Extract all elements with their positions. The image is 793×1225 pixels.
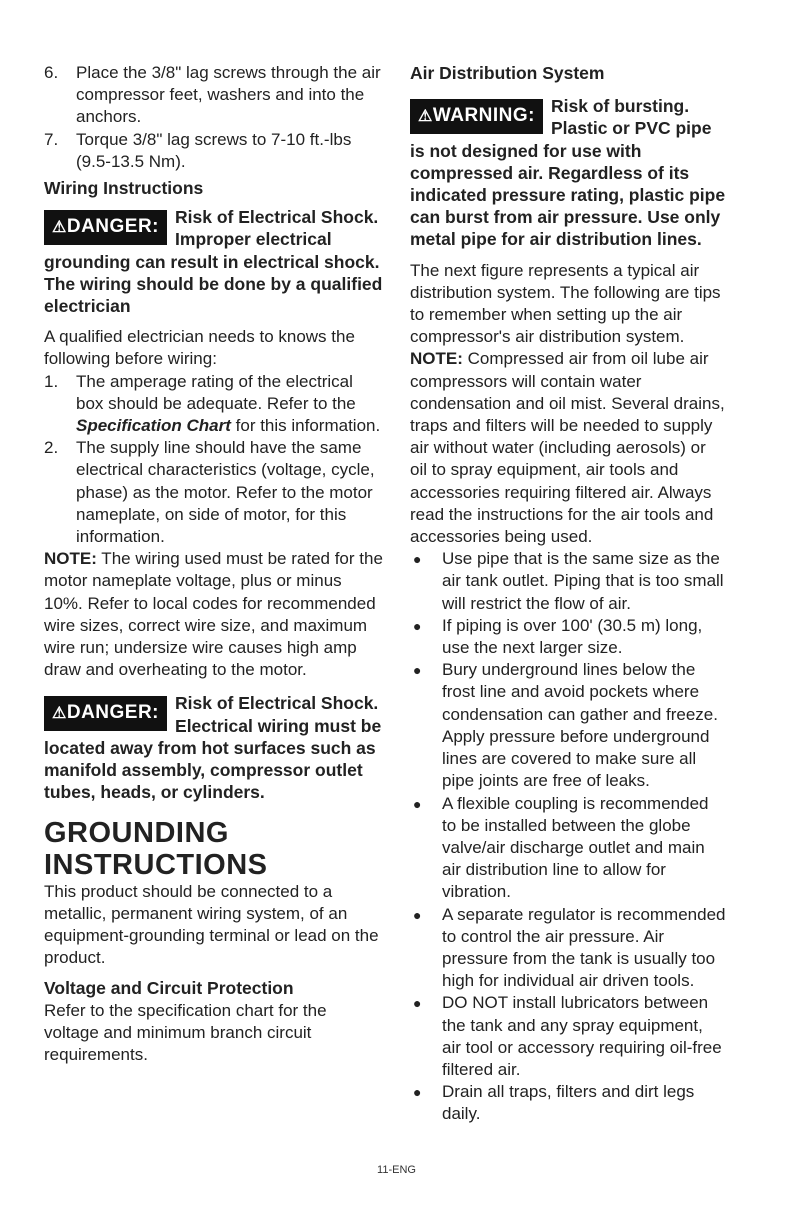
step-6 xyxy=(44,62,384,129)
step-7 xyxy=(44,129,384,173)
bullet-icon: ● xyxy=(413,995,422,1012)
warning-triangle-icon: ⚠ xyxy=(52,705,67,723)
danger-badge: ⚠DANGER: xyxy=(44,696,167,731)
list-item-1 xyxy=(44,371,384,438)
grounding-paragraph: This product should be connected to a metallic, permanent wiring system, of an equipment-grounding terminal or lead on the product. xyxy=(44,881,379,968)
step-number: 6. xyxy=(44,63,59,82)
list-item-2 xyxy=(44,437,384,548)
danger-text: Risk of Electrical Shock. Electrical wiring must be located away from hot surfaces such as manifold assembly, compressor outlet tubes, heads, or cylinders. xyxy=(44,693,382,803)
warning-triangle-icon: ⚠ xyxy=(52,219,67,237)
bullet-icon: ● xyxy=(413,662,422,679)
bullet-icon: ● xyxy=(413,1084,422,1101)
bullet-icon: ● xyxy=(413,906,422,923)
list-text: The amperage rating of the electrical box should be adequate. Refer to the Specification Chart for this information. xyxy=(76,371,381,436)
list-number: 1. xyxy=(44,371,59,391)
step-text: Place the 3/8" lag screws through the air compressor feet, washers and into the anchors. xyxy=(76,63,381,127)
air-intro-paragraph: The next figure represents a typical air distribution system. The following are tips to remember when setting up the air compressor's air distribution system. xyxy=(410,260,721,347)
left-column xyxy=(44,62,384,1066)
intro-paragraph: A qualified electrician needs to knows the following before wiring: xyxy=(44,327,355,369)
air-distribution-heading: Air Distribution System xyxy=(410,63,605,83)
bullet-item: ● A flexible coupling is recommended to be installed between the globe valve/air discharge outlet and main air distribution line to allow for vibration. xyxy=(410,793,726,904)
voltage-heading: Voltage and Circuit Protection xyxy=(44,978,294,999)
warning-badge: ⚠WARNING: xyxy=(410,99,543,134)
wiring-note: NOTE: The wiring used must be rated for the motor nameplate voltage, plus or minus 10%. Refer to local codes for recommended wire sizes, correct wire size, and maximum wire run; undersize wire causes high amp draw and overheating to the motor. xyxy=(44,549,383,680)
step-text: Torque 3/8" lag screws to 7-10 ft.-lbs (9.5-13.5 Nm). xyxy=(76,129,352,171)
spec-chart-ref: Specification Chart xyxy=(76,416,231,436)
warning-text: Risk of bursting. Plastic or PVC pipe is not designed for use with compressed air. Regardless of its indicated pressure rating, plastic pipe can burst from air pressure. Use only metal pipe for air distribution lines. xyxy=(410,96,726,250)
page-number: 11-ENG xyxy=(377,1164,416,1176)
warning-triangle-icon: ⚠ xyxy=(418,108,433,126)
wiring-heading: Wiring Instructions xyxy=(44,178,204,199)
grounding-heading: GROUNDING INSTRUCTIONS xyxy=(44,816,268,881)
list-number: 2. xyxy=(44,438,59,458)
warning-notice xyxy=(410,96,726,251)
bullet-item: ● If piping is over 100' (30.5 m) long, use the next larger size. xyxy=(410,615,726,659)
air-note: NOTE: Compressed air from oil lube air compressors will contain water condensation and oil mist. Several drains, traps and filters will be needed to supply air without water (including aerosols) or oil to spray equipment, air tools and accessories requiring filtered air. Always read the instructions for the air tools and accessories being used. xyxy=(410,349,725,547)
danger-notice-2 xyxy=(44,693,384,804)
bullet-item: ● Drain all traps, filters and dirt legs daily. xyxy=(410,1081,726,1125)
bullet-icon: ● xyxy=(413,551,422,568)
danger-notice-1 xyxy=(44,207,384,318)
bullet-item: ● Use pipe that is the same size as the air tank outlet. Piping that is too small will restrict the flow of air. xyxy=(410,548,726,615)
bullet-icon: ● xyxy=(413,617,422,634)
step-number: 7. xyxy=(44,129,59,149)
bullet-item: ● A separate regulator is recommended to control the air pressure. Air pressure from the tank is usually too high for individual air driven tools. xyxy=(410,904,726,993)
danger-text: Risk of Electrical Shock. Improper electrical grounding can result in electrical shock. The wiring should be done by a qualified electrician xyxy=(44,207,383,317)
bullet-icon: ● xyxy=(413,795,422,812)
bullet-item: ● DO NOT install lubricators between the tank and any spray equipment, air tool or accessory requiring oil-free filtered air. xyxy=(410,992,726,1081)
right-column xyxy=(410,62,726,1126)
bullet-item: ● Bury underground lines below the frost line and avoid pockets where condensation can gather and freeze. Apply pressure before underground lines are covered to make sure all pipe joints are free of leaks. xyxy=(410,659,726,792)
list-text: The supply line should have the same electrical characteristics (voltage, cycle, phase) as the motor. Refer to the motor nameplate, on side of motor, for this information. xyxy=(76,438,375,547)
danger-badge: ⚠DANGER: xyxy=(44,210,167,245)
voltage-paragraph: Refer to the specification chart for the voltage and minimum branch circuit requirements. xyxy=(44,1000,327,1064)
